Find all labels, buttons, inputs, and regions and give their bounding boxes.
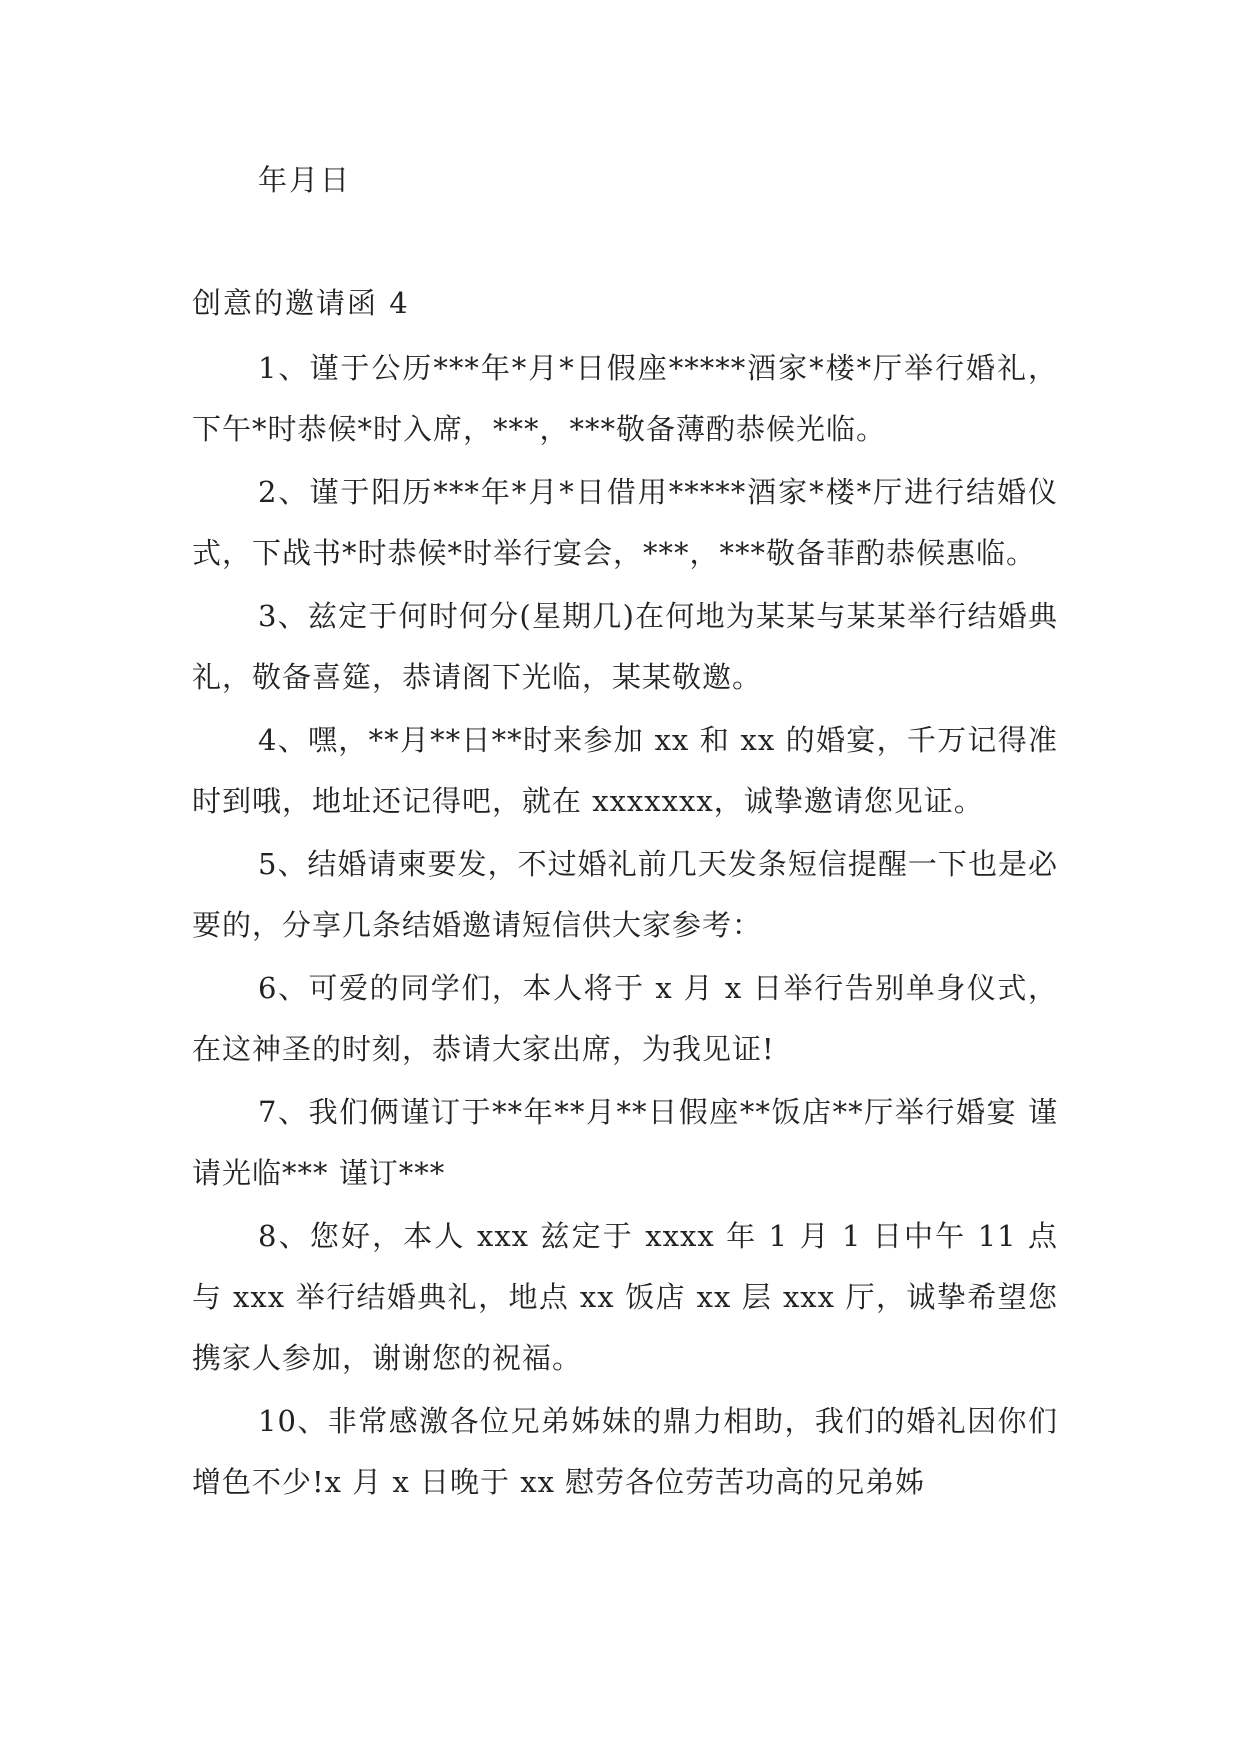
paragraph-6: 6、可爱的同学们，本人将于 x 月 x 日举行告别单身仪式，在这神圣的时刻，恭请大家出席，为我见证! — [192, 971, 1058, 1066]
section-heading: 创意的邀请函 4 — [192, 286, 410, 320]
paragraph-1: 1、谨于公历***年*月*日假座*****酒家*楼*厅举行婚礼，下午*时恭候*时入席，***，***敬备薄酌恭候光临。 — [192, 351, 1058, 446]
paragraph-7: 7、我们俩谨订于**年**月**日假座**饭店**厅举行婚宴 谨请光临*** 谨订*** — [192, 1095, 1058, 1190]
paragraph-10: 10、非常感激各位兄弟姊妹的鼎力相助，我们的婚礼因你们增色不少!x 月 x 日晚于 xx 慰劳各位劳苦功高的兄弟姊 — [192, 1404, 1058, 1499]
body-text — [192, 338, 1058, 1515]
paragraph-4: 4、嘿，**月**日**时来参加 xx 和 xx 的婚宴，千万记得准时到哦，地址还记得吧，就在 xxxxxxx，诚挚邀请您见证。 — [192, 723, 1058, 818]
date-line: 年月日 — [258, 163, 352, 197]
paragraph-5: 5、结婚请柬要发，不过婚礼前几天发条短信提醒一下也是必要的，分享几条结婚邀请短信供大家参考： — [192, 847, 1058, 942]
paragraph-2: 2、谨于阳历***年*月*日借用*****酒家*楼*厅进行结婚仪式，下战书*时恭候*时举行宴会，***，***敬备菲酌恭候惠临。 — [192, 475, 1058, 570]
paragraph-8: 8、您好，本人 xxx 兹定于 xxxx 年 1 月 1 日中午 11 点与 xxx 举行结婚典礼，地点 xx 饭店 xx 层 xxx 厅，诚挚希望您携家人参加，谢谢您的祝福。 — [192, 1219, 1058, 1375]
paragraph-3: 3、兹定于何时何分(星期几)在何地为某某与某某举行结婚典礼，敬备喜筵，恭请阁下光临，某某敬邀。 — [192, 599, 1058, 694]
